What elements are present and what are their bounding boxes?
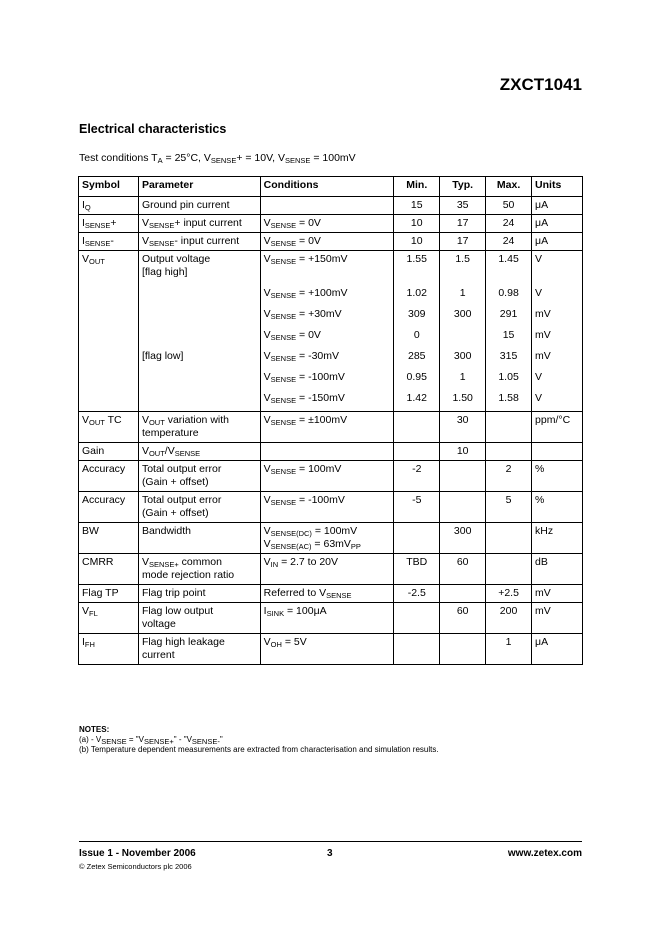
parameter-cell: Total output error (Gain + offset) bbox=[138, 492, 260, 523]
min-cell bbox=[394, 523, 440, 554]
symbol-cell: $V_{OUT}$ bbox=[79, 251, 139, 412]
table-row bbox=[79, 285, 583, 306]
parameter-cell: Flag high leakage current bbox=[138, 634, 260, 665]
max-cell: 2 bbox=[486, 461, 532, 492]
min-cell bbox=[394, 412, 440, 443]
units-cell: ppm/°C bbox=[532, 412, 583, 443]
min-cell: 1.42 bbox=[394, 390, 440, 412]
table-row bbox=[79, 461, 583, 492]
conditions-cell: $V_{SENSE} = 100mV$ bbox=[260, 461, 394, 492]
typ-cell: 1.50 bbox=[440, 390, 486, 412]
parameter-cell: $V_{SENSE}-$ input current bbox=[138, 233, 260, 251]
conditions-cell: $V_{SENSE} = -100mV$ bbox=[260, 492, 394, 523]
table-row bbox=[79, 215, 583, 233]
units-cell: mV bbox=[532, 327, 583, 348]
symbol-cell: Gain bbox=[79, 443, 139, 461]
symbol-cell: $V_{OUT}$ TC bbox=[79, 412, 139, 443]
typ-cell: 1.5 bbox=[440, 251, 486, 286]
typ-cell: 17 bbox=[440, 215, 486, 233]
conditions-cell: $V_{SENSE} = 0V$ bbox=[260, 233, 394, 251]
table-row bbox=[79, 390, 583, 412]
conditions-cell: $V_{SENSE} = -100mV$ bbox=[260, 369, 394, 390]
typ-cell bbox=[440, 634, 486, 665]
table-row bbox=[79, 634, 583, 665]
conditions-cell: $I_{SINK} = 100\mu A$ bbox=[260, 603, 394, 634]
min-cell: 285 bbox=[394, 348, 440, 369]
parameter-cell bbox=[138, 285, 260, 306]
min-cell: 10 bbox=[394, 233, 440, 251]
note-a: $(a) - V_{SENSE}$ = "$V_{SENSE+}$" - "$V_{SENSE-}$" bbox=[79, 735, 223, 746]
conditions-cell: $V_{SENSE} = +100mV$ bbox=[260, 285, 394, 306]
max-cell: 15 bbox=[486, 327, 532, 348]
max-cell: 5 bbox=[486, 492, 532, 523]
max-cell: 1.05 bbox=[486, 369, 532, 390]
symbol-cell: $I_Q$ bbox=[79, 197, 139, 215]
characteristics-table bbox=[78, 176, 583, 665]
units-cell: V bbox=[532, 251, 583, 286]
typ-cell: 60 bbox=[440, 603, 486, 634]
symbol-cell: $I_{FH}$ bbox=[79, 634, 139, 665]
conditions-cell: $V_{SENSE} = +150mV$ bbox=[260, 251, 394, 286]
typ-cell: 300 bbox=[440, 523, 486, 554]
table-row bbox=[79, 603, 583, 634]
max-cell bbox=[486, 523, 532, 554]
table-row bbox=[79, 348, 583, 369]
parameter-cell bbox=[138, 390, 260, 412]
page-number: 3 bbox=[327, 848, 333, 859]
table-row bbox=[79, 251, 583, 286]
units-cell: μA bbox=[532, 197, 583, 215]
parameter-cell: $V_{OUT}/V_{SENSE}$ bbox=[138, 443, 260, 461]
max-cell bbox=[486, 554, 532, 585]
conditions-cell: $V_{SENSE} = +30mV$ bbox=[260, 306, 394, 327]
conditions-cell bbox=[260, 443, 394, 461]
max-cell: 291 bbox=[486, 306, 532, 327]
parameter-cell: $V_{SENSE+}$ common mode rejection ratio bbox=[138, 554, 260, 585]
parameter-cell: Output voltage [flag high] bbox=[138, 251, 260, 286]
min-cell bbox=[394, 603, 440, 634]
typ-cell bbox=[440, 461, 486, 492]
conditions-cell bbox=[260, 197, 394, 215]
header-cell: Symbol bbox=[79, 177, 139, 197]
parameter-cell: $V_{OUT}$ variation with temperature bbox=[138, 412, 260, 443]
table-row bbox=[79, 523, 583, 554]
typ-cell: 1 bbox=[440, 285, 486, 306]
symbol-cell: Accuracy bbox=[79, 492, 139, 523]
min-cell: 0 bbox=[394, 327, 440, 348]
parameter-cell bbox=[138, 369, 260, 390]
units-cell: μA bbox=[532, 215, 583, 233]
conditions-cell: Referred to $V_{SENSE}$ bbox=[260, 585, 394, 603]
symbol-cell: $V_{FL}$ bbox=[79, 603, 139, 634]
min-cell: 10 bbox=[394, 215, 440, 233]
max-cell: 50 bbox=[486, 197, 532, 215]
table-row bbox=[79, 233, 583, 251]
max-cell: 24 bbox=[486, 233, 532, 251]
min-cell: 309 bbox=[394, 306, 440, 327]
min-cell: 1.02 bbox=[394, 285, 440, 306]
typ-cell: 300 bbox=[440, 306, 486, 327]
symbol-cell: Flag TP bbox=[79, 585, 139, 603]
document-title: ZXCT1041 bbox=[499, 75, 582, 94]
table-header-row bbox=[79, 177, 583, 197]
units-cell: kHz bbox=[532, 523, 583, 554]
table-row bbox=[79, 197, 583, 215]
parameter-cell: Flag trip point bbox=[138, 585, 260, 603]
min-cell: TBD bbox=[394, 554, 440, 585]
min-cell: -5 bbox=[394, 492, 440, 523]
max-cell: 200 bbox=[486, 603, 532, 634]
min-cell: -2 bbox=[394, 461, 440, 492]
units-cell bbox=[532, 443, 583, 461]
table-row bbox=[79, 327, 583, 348]
table-row bbox=[79, 443, 583, 461]
footer-url[interactable]: www.zetex.com bbox=[507, 848, 582, 859]
max-cell bbox=[486, 412, 532, 443]
conditions-cell: $V_{OH} = 5V$ bbox=[260, 634, 394, 665]
max-cell: 1.45 bbox=[486, 251, 532, 286]
units-cell: % bbox=[532, 492, 583, 523]
typ-cell bbox=[440, 585, 486, 603]
max-cell bbox=[486, 443, 532, 461]
typ-cell: 10 bbox=[440, 443, 486, 461]
table-row bbox=[79, 412, 583, 443]
parameter-cell bbox=[138, 327, 260, 348]
typ-cell: 1 bbox=[440, 369, 486, 390]
header-cell: Units bbox=[532, 177, 583, 197]
typ-cell: 300 bbox=[440, 348, 486, 369]
parameter-cell: $V_{SENSE}+$ input current bbox=[138, 215, 260, 233]
conditions-cell: $V_{SENSE} = -150mV$ bbox=[260, 390, 394, 412]
notes: NOTES: $(a) - V_{SENSE}$ = "$V_{SENSE+}$" - "$V_{SENSE-}$" (b) Temperature dependent measurements are extracted from characterisation and simulation results. bbox=[79, 725, 439, 754]
table-row bbox=[79, 554, 583, 585]
symbol-cell: $I_{SENSE}-$ bbox=[79, 233, 139, 251]
max-cell: 1.58 bbox=[486, 390, 532, 412]
symbol-cell: CMRR bbox=[79, 554, 139, 585]
conditions-cell: $V_{SENSE} = \pm 100mV$ bbox=[260, 412, 394, 443]
parameter-cell bbox=[138, 306, 260, 327]
conditions-cell: $V_{SENSE} = 0V$ bbox=[260, 215, 394, 233]
parameter-cell: [flag low] bbox=[138, 348, 260, 369]
units-cell: μA bbox=[532, 634, 583, 665]
min-cell: 15 bbox=[394, 197, 440, 215]
units-cell: mV bbox=[532, 585, 583, 603]
min-cell bbox=[394, 634, 440, 665]
header-cell: Min. bbox=[394, 177, 440, 197]
max-cell: 1 bbox=[486, 634, 532, 665]
units-cell: mV bbox=[532, 306, 583, 327]
table-row bbox=[79, 585, 583, 603]
typ-cell bbox=[440, 492, 486, 523]
conditions-cell: $V_{SENSE} = 0V$ bbox=[260, 327, 394, 348]
units-cell: V bbox=[532, 369, 583, 390]
symbol-cell: BW bbox=[79, 523, 139, 554]
parameter-cell: Ground pin current bbox=[138, 197, 260, 215]
typ-cell: 30 bbox=[440, 412, 486, 443]
note-b: (b) Temperature dependent measurements are extracted from characterisation and simulation results. bbox=[79, 745, 439, 754]
units-cell: % bbox=[532, 461, 583, 492]
table-row bbox=[79, 492, 583, 523]
max-cell: 315 bbox=[486, 348, 532, 369]
header-cell: Parameter bbox=[138, 177, 260, 197]
units-cell: μA bbox=[532, 233, 583, 251]
conditions-cell: $V_{IN} = 2.7$ to 20V bbox=[260, 554, 394, 585]
typ-cell: 17 bbox=[440, 233, 486, 251]
parameter-cell: Total output error (Gain + offset) bbox=[138, 461, 260, 492]
min-cell: -2.5 bbox=[394, 585, 440, 603]
max-cell: 24 bbox=[486, 215, 532, 233]
section-title: Electrical characteristics bbox=[79, 122, 227, 136]
test-conditions: Test conditions $T_A = 25^\circ C$, $V_{SENSE}+ = 10V$, $V_{SENSE} = 100mV$ bbox=[79, 152, 356, 165]
max-cell: 0.98 bbox=[486, 285, 532, 306]
units-cell: mV bbox=[532, 348, 583, 369]
footer-divider bbox=[79, 841, 582, 842]
min-cell: 1.55 bbox=[394, 251, 440, 286]
parameter-cell: Bandwidth bbox=[138, 523, 260, 554]
header-cell: Max. bbox=[486, 177, 532, 197]
max-cell: +2.5 bbox=[486, 585, 532, 603]
table-row bbox=[79, 369, 583, 390]
typ-cell: 60 bbox=[440, 554, 486, 585]
footer-issue: Issue 1 - November 2006 bbox=[79, 848, 196, 859]
symbol-cell: Accuracy bbox=[79, 461, 139, 492]
typ-cell bbox=[440, 327, 486, 348]
units-cell: mV bbox=[532, 603, 583, 634]
units-cell: dB bbox=[532, 554, 583, 585]
units-cell: V bbox=[532, 285, 583, 306]
header-cell: Typ. bbox=[440, 177, 486, 197]
symbol-cell: $I_{SENSE}+$ bbox=[79, 215, 139, 233]
table-row bbox=[79, 306, 583, 327]
typ-cell: 35 bbox=[440, 197, 486, 215]
conditions-cell: $V_{SENSE} = -30mV$ bbox=[260, 348, 394, 369]
min-cell bbox=[394, 443, 440, 461]
footer-copyright: © Zetex Semiconductors plc 2006 bbox=[79, 862, 192, 871]
min-cell: 0.95 bbox=[394, 369, 440, 390]
conditions-cell: $V_{SENSE(DC)} = 100mV$ $V_{SENSE(AC)} = 63mV_{PP}$ bbox=[260, 523, 394, 554]
parameter-cell: Flag low output voltage bbox=[138, 603, 260, 634]
units-cell: V bbox=[532, 390, 583, 412]
header-cell: Conditions bbox=[260, 177, 394, 197]
